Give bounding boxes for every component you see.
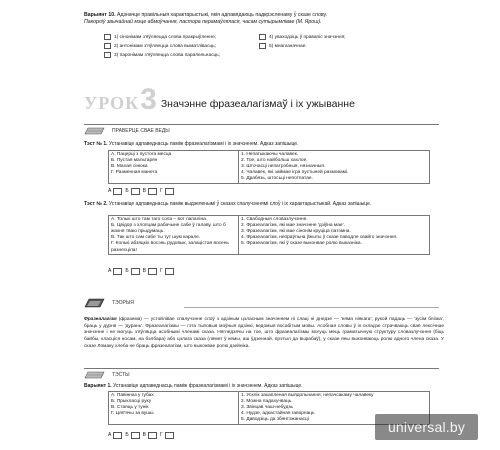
variant-1-text: Устанавіце адпаведнасць паміж фразеалагізмамі і іх значэннем. Адказ запішыце. bbox=[113, 383, 303, 389]
lesson-heading bbox=[84, 83, 355, 116]
test-1-instruction bbox=[84, 141, 444, 147]
left-column bbox=[109, 392, 239, 425]
test-2-instruction bbox=[84, 201, 444, 207]
right-item: 2. Можна падахучваць. bbox=[241, 398, 293, 404]
left-column bbox=[109, 151, 239, 184]
answer-box[interactable] bbox=[148, 432, 157, 439]
answer-box[interactable] bbox=[113, 432, 122, 439]
section-check-knowledge bbox=[84, 124, 439, 136]
pencil-icon bbox=[84, 126, 106, 136]
left-item: В. Так што сам сабе ты тут шум карале. bbox=[111, 235, 201, 241]
right-item: 5. Драбязь, штосьці непотпатае. bbox=[241, 176, 313, 182]
divider bbox=[184, 307, 439, 308]
left-item: А. Пацерці з пустога месца bbox=[111, 151, 172, 157]
test-2-label: Тэст № 2. bbox=[84, 201, 108, 207]
answer-letter: Г bbox=[159, 432, 163, 439]
answer-box[interactable] bbox=[131, 268, 140, 275]
answer-letter: Б bbox=[125, 432, 129, 439]
theory-text: (фразема) — устойлівае спалучэнне слоў з адзіным цэласным значэннем ні слаці ні днедзе — 'няма ніякага'; рукой падаць — 'зусім блізка', браць у дурня — 'дурань'. Фразеалагізмы — гэта тыповыя моўныя адзінкі, ведомыя восабітым мовы. Асобная словы ў іх складзе страчваюць сваё лексічнае значэнне і не могуць з'яўляцца асобнымі членамі сказа. Нягледзячы на тое, што фразеалагізмы могуць мець граматычную структуру словазлучэння (біць байбы, класціся носам, на бэлбара) або цэлага сказа (лямет ў кемы, аш ўдзеннай, прэтыл да вырабаў), у сказе яны выконваюць ролю адного члена сказа. У сказе Ломаку хлеба не браць фразеалагізм, што выконвае ролю дзейніка. bbox=[84, 317, 444, 349]
left-item: Г. Разменная манета bbox=[111, 170, 158, 176]
section-tests bbox=[84, 368, 439, 380]
test-2-answer-row bbox=[108, 268, 177, 275]
option-label: 3) паронімам з'яўляецца слова паралельнасць; bbox=[114, 52, 221, 58]
left-item: Б. Цвідор з хлопцам рабачыне сабе ў галаву, што б жахня тваю прыдумаць. bbox=[111, 222, 226, 234]
checkbox[interactable] bbox=[104, 52, 111, 58]
option-4[interactable] bbox=[259, 34, 346, 40]
option-label: 2) антонімам з'яўляецца слова выматлівасць; bbox=[114, 43, 217, 49]
left-item: В. Стаяць у тунік bbox=[111, 404, 149, 410]
watermark: universal.by bbox=[375, 414, 478, 440]
option-5[interactable] bbox=[259, 43, 307, 49]
option-1[interactable] bbox=[104, 34, 216, 40]
right-item: 2. Фразеалагізм, які мае значэнне 'дзіўна мае'. bbox=[241, 222, 345, 228]
checkbox[interactable] bbox=[259, 34, 266, 40]
answer-letter: В bbox=[142, 188, 146, 195]
right-item: 4. Фразеалагізм, непраўльна ўжыты ў сказе паводле свайго значэння. bbox=[241, 235, 398, 241]
option-label: 5) мнагазначнае. bbox=[269, 43, 307, 49]
theory-term: Фразеалагізм bbox=[84, 317, 117, 322]
test-1-answer-row bbox=[108, 188, 177, 195]
answer-letter: Г bbox=[159, 188, 163, 195]
answer-box[interactable] bbox=[131, 432, 140, 439]
left-item: А. Павінназ у губах bbox=[111, 392, 154, 398]
option-label: 4) уваходзіць ў правапіс значэння; bbox=[269, 34, 346, 40]
variant-10-sentence: Пакорліў звычайнай мэце абмоўчання, пастора перамаўлялася, часам сутырымлівае (М. Ярош). bbox=[84, 18, 322, 25]
answer-box[interactable] bbox=[148, 268, 157, 275]
table-row bbox=[109, 216, 430, 255]
test-2-text: Устанавіце адпаведнасць паміж выдзеленымі ў сказах спалучэннямі слоў і іх характарыстыкай. Адказ запішыце. bbox=[108, 201, 372, 207]
right-item: 3. Звінцав чаш-небудзь bbox=[241, 404, 294, 410]
answer-box[interactable] bbox=[113, 268, 122, 275]
right-item: 3. Шточасці непатрэбныя, нязначныя. bbox=[241, 163, 326, 169]
book-icon bbox=[84, 297, 106, 309]
answer-box[interactable] bbox=[113, 188, 122, 195]
variant-1-instruction bbox=[84, 383, 444, 389]
answer-box[interactable] bbox=[148, 188, 157, 195]
right-item: 3. Фразеалагізм, які мае сінонім круціца патэмна. bbox=[241, 228, 351, 234]
section-label: ТЭОРЫЯ bbox=[112, 300, 134, 306]
answer-letter: Б bbox=[125, 268, 129, 275]
section-label: ПРАВЕРЦЕ СВАЕ ВЕДЫ bbox=[112, 128, 170, 134]
table-row bbox=[109, 151, 430, 184]
left-item: Г. Цяп'ячы за вушы bbox=[111, 411, 154, 417]
right-item: 4. Чалавек, які займае ігра пустыней размовамі. bbox=[241, 170, 349, 176]
checkbox[interactable] bbox=[104, 43, 111, 49]
right-column bbox=[239, 216, 430, 255]
test-1-label: Тэст № 1. bbox=[84, 141, 108, 147]
right-item: 5. Даводзіць да збянтэжанасці bbox=[241, 417, 309, 423]
pencil-icon bbox=[84, 370, 106, 380]
answer-letter: В bbox=[142, 268, 146, 275]
answer-letter: А bbox=[108, 432, 112, 439]
test-1-table bbox=[108, 150, 430, 184]
left-item: А. Толькі што там таго сола – вот папаліна. bbox=[111, 216, 208, 222]
right-item: 1. Усклік захапленая выядольнання, непачсакаму чалавеку bbox=[241, 392, 374, 398]
option-3[interactable] bbox=[104, 52, 220, 58]
left-item: Г. Колькі абзяцкіх восэнь рудовык, залацістая восень разнесціла! bbox=[111, 241, 229, 253]
right-item: 1. Непатыкаючы чалавек. bbox=[241, 151, 299, 157]
answer-letter: А bbox=[108, 188, 112, 195]
answer-letter: Г bbox=[159, 268, 163, 275]
section-label: ТЭСТЫ bbox=[112, 372, 130, 378]
section-theory bbox=[84, 296, 439, 308]
lesson-word: УРОК bbox=[84, 93, 140, 113]
test-2-table bbox=[108, 215, 430, 255]
left-column bbox=[109, 216, 239, 255]
left-item: В. Малая сінюка bbox=[111, 163, 148, 169]
checkbox[interactable] bbox=[259, 43, 266, 49]
variant-10-label: Варыянт 10. bbox=[84, 12, 116, 18]
right-item: 1. Свабодныя словазлучэнне. bbox=[241, 216, 308, 222]
variant-10-instruction: Адзначце правільныя характарыстыкі, якія адпавядаюць падкрэсленаму ў сказе слову. bbox=[117, 12, 328, 18]
left-item: Б. Пустая мальтарян bbox=[111, 157, 158, 163]
answer-letter: В bbox=[142, 432, 146, 439]
answer-box[interactable] bbox=[165, 432, 174, 439]
answer-letter: А bbox=[108, 268, 112, 275]
variant-10-task bbox=[84, 12, 474, 25]
checkbox[interactable] bbox=[104, 34, 111, 40]
right-column bbox=[239, 151, 430, 184]
variant-1-answer-row bbox=[108, 432, 177, 439]
answer-letter: Б bbox=[125, 188, 129, 195]
variant-1-label: Варыянт 1. bbox=[84, 383, 112, 389]
right-item: 4. Нудзе, адкастайная гаворнаць bbox=[241, 411, 315, 417]
lesson-number: 3 bbox=[140, 83, 157, 116]
test-1-text: Устанавіце адпаведнасць паміж фразеалагізмамі і іх значэннем. Адказ запішыце. bbox=[108, 141, 299, 147]
option-2[interactable] bbox=[104, 43, 216, 49]
left-item: Б. Прыкласці руку bbox=[111, 398, 152, 404]
answer-box[interactable] bbox=[165, 188, 174, 195]
right-item: 5. Фразеалагізм, які ў сказе выконвае ролю выказніка. bbox=[241, 241, 362, 247]
answer-box[interactable] bbox=[131, 188, 140, 195]
right-item: 2. Тое, што найбольш хахлое. bbox=[241, 157, 308, 163]
theory-paragraph bbox=[84, 317, 444, 351]
lesson-title: Значэнне фразеалагізмаў і іх ужыванне bbox=[160, 98, 355, 110]
option-label: 1) сінонімам з'яўляецца слова пракрыўленне; bbox=[114, 34, 217, 40]
answer-box[interactable] bbox=[165, 268, 174, 275]
